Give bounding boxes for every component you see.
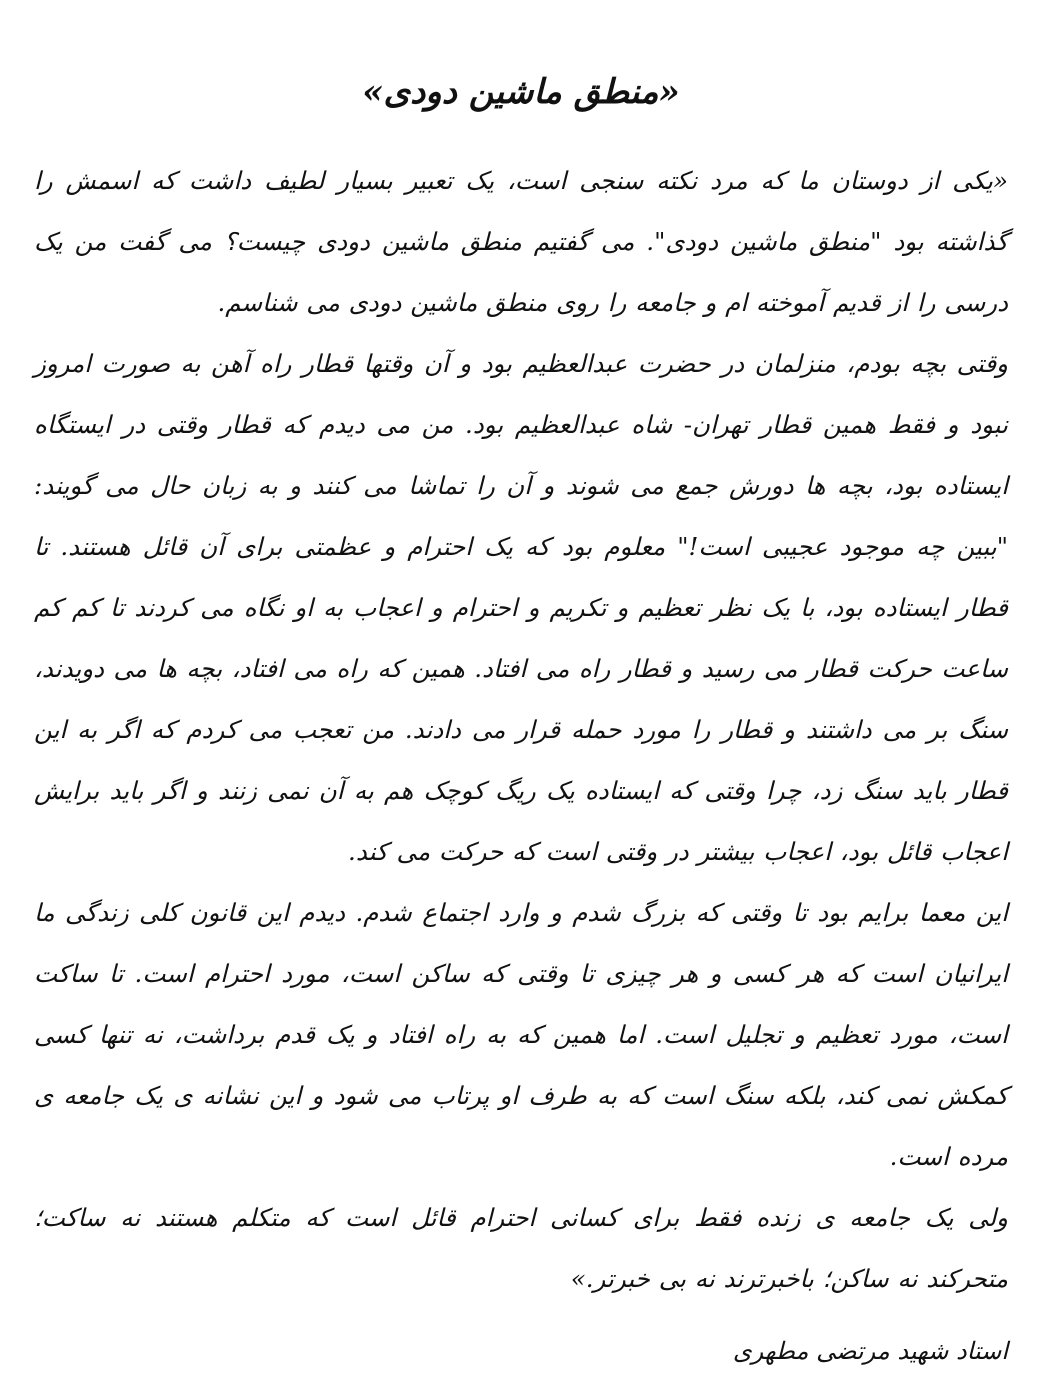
author-signature: استاد شهید مرتضی مطهری — [732, 1337, 1008, 1365]
paragraph-2: وقتی بچه بودم، منزلمان در حضرت عبدالعظیم بود و آن وقتها قطار راه آهن به صورت امروز نبود و فقط همین قطار تهران- شاه عبدالعظیم بود. من می دیدم که قطار وقتی در ایستگاه ایستاده بود، بچه ها دورش جمع می شوند و آن را تماشا می کنند و به زبان حال می گویند: "ببین چه موجود عجیبی است!" معلوم بود که یک احترام و عظمتی برای آن قائل هستند. تا قطار ایستاده بود، با یک نظر تعظیم و تکریم و احترام و اعجاب به او نگاه می کردند تا کم کم ساعت حرکت قطار می رسید و قطار راه می افتاد. همین که راه می افتاد، بچه ها می دویدند، سنگ بر می داشتند و قطار را مورد حمله قرار می دادند. من تعجب می کردم که اگر به این قطار باید سنگ زد، چرا وقتی که ایستاده یک ریگ کوچک هم به آن نمی زنند و اگر باید برایش اعجاب قائل بود، اعجاب بیشتر در وقتی است که حرکت می کند. — [34, 349, 1008, 866]
paragraph-4: ولی یک جامعه ی زنده فقط برای کسانی احترام قائل است که متکلم هستند نه ساکت؛ متحرکند نه ساکن؛ باخبرترند نه بی خبرتر.» — [34, 1203, 1008, 1293]
document-title: «منطق ماشین دودی» — [362, 72, 680, 112]
paragraph-3: این معما برایم بود تا وقتی که بزرگ شدم و وارد اجتماع شدم. دیدم این قانون کلی زندگی ما ایرانیان است که هر کسی و هر چیزی تا وقتی که ساکن است، مورد احترام است. تا ساکت است، مورد تعظیم و تجلیل است. اما همین که به راه افتاد و یک قدم برداشت، نه تنها کسی کمکش نمی کند، بلکه سنگ است که به طرف او پرتاب می شود و این نشانه ی یک جامعه ی مرده است. — [34, 898, 1008, 1171]
paragraph-1: «یکی از دوستان ما که مرد نکته سنجی است، یک تعبیر بسیار لطیف داشت که اسمش را گذاشته بود "منطق ماشین دودی". می گفتیم منطق ماشین دودی چیست؟ می گفت من یک درسی را از قدیم آموخته ام و جامعه را روی منطق ماشین دودی می شناسم. — [34, 166, 1008, 317]
